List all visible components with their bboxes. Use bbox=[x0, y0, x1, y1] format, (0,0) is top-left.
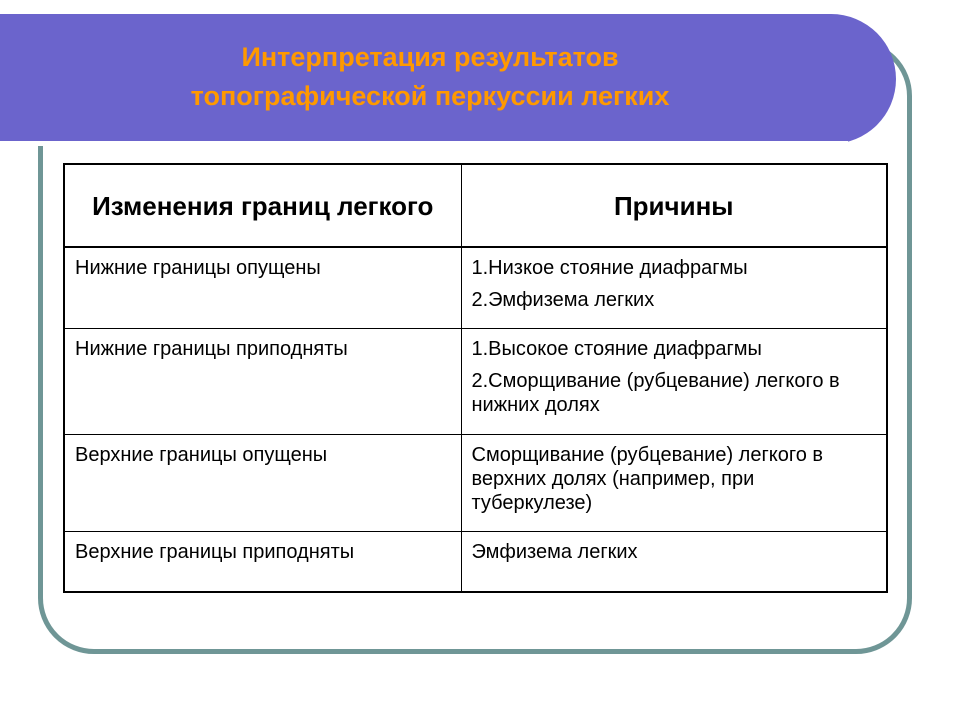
table-row bbox=[64, 531, 887, 592]
causes-cell bbox=[461, 531, 887, 592]
table-row bbox=[64, 328, 887, 434]
header-cell-changes: Изменения границ легкого bbox=[64, 164, 461, 247]
slide-title-line-2: топографической перкуссии легких bbox=[190, 81, 670, 111]
header-cell-causes: Причины bbox=[461, 164, 887, 247]
table-header-row bbox=[64, 164, 887, 247]
cause-item: 1.Высокое стояние диафрагмы bbox=[471, 337, 762, 360]
table-row bbox=[64, 247, 887, 328]
cause-item: 2.Сморщивание (рубцевание) легкого в нижних долях bbox=[471, 369, 840, 416]
change-cell: Нижние границы опущены bbox=[64, 247, 461, 328]
causes-cell bbox=[461, 247, 887, 328]
change-cell: Нижние границы приподняты bbox=[64, 328, 461, 434]
change-cell: Верхние границы опущены bbox=[64, 434, 461, 531]
slide-title-line-1: Интерпретация результатов bbox=[241, 42, 619, 72]
cause-item: Сморщивание (рубцевание) легкого в верхних долях (например, при туберкулезе) bbox=[471, 443, 824, 514]
change-cell: Верхние границы приподняты bbox=[64, 531, 461, 592]
cause-item: Эмфизема легких bbox=[471, 540, 638, 563]
table-row bbox=[64, 434, 887, 531]
causes-cell bbox=[461, 328, 887, 434]
title-underline bbox=[0, 141, 848, 146]
cause-item: 2.Эмфизема легких bbox=[471, 289, 655, 311]
cause-item: 1.Низкое стояние диафрагмы bbox=[471, 257, 748, 279]
slide-title bbox=[100, 38, 760, 116]
interpretation-table bbox=[63, 163, 888, 593]
causes-cell bbox=[461, 434, 887, 531]
